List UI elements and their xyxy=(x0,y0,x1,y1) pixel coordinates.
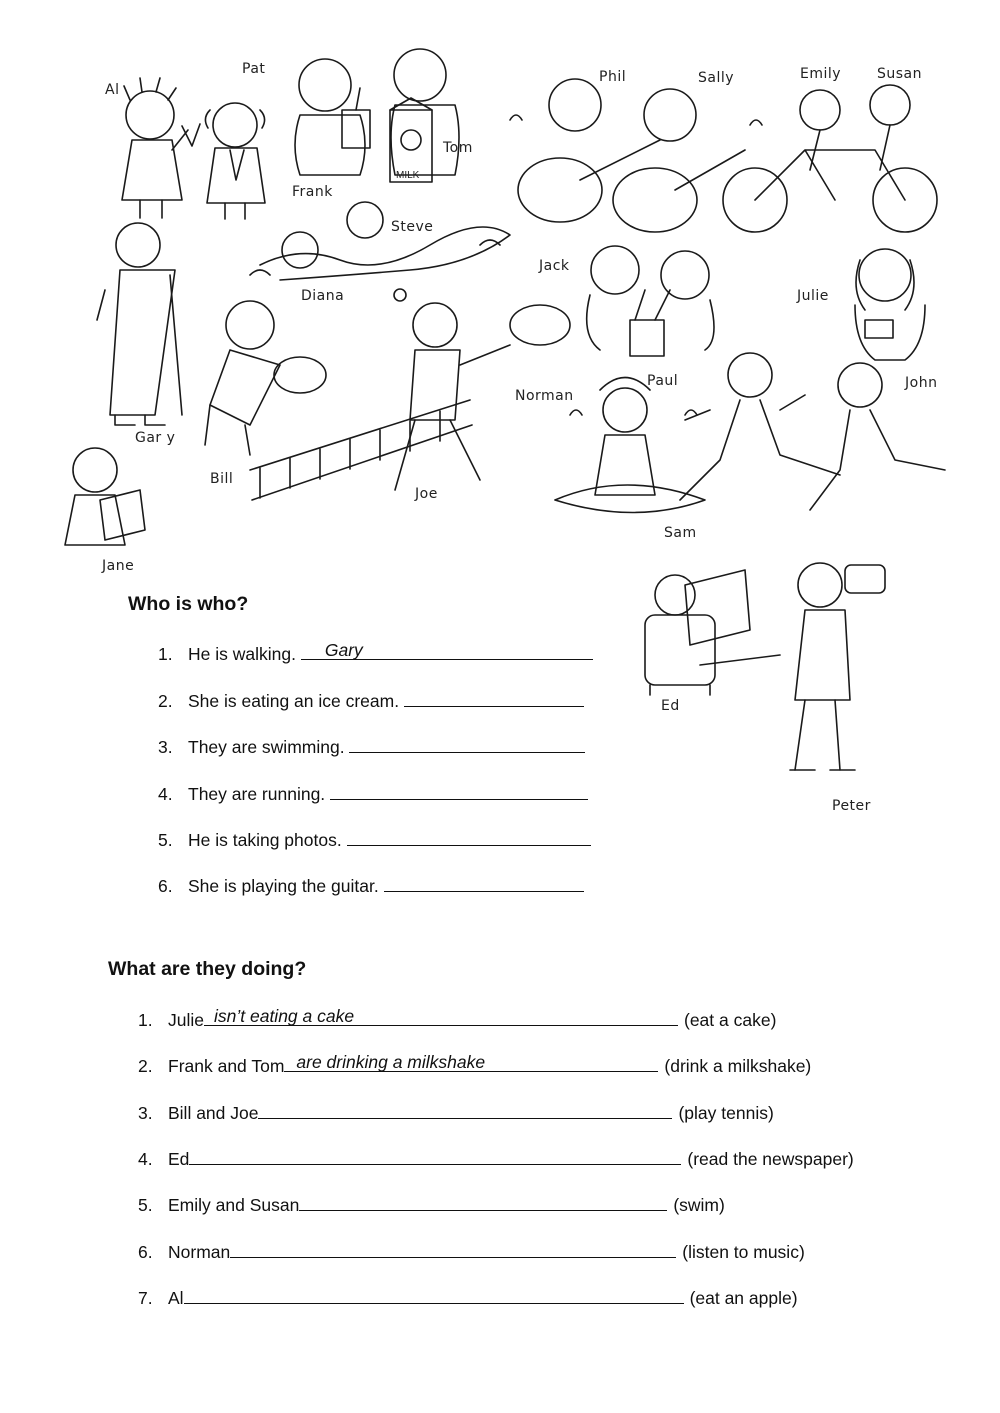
doing-item-5 xyxy=(138,1192,725,1216)
name-joe: Joe xyxy=(415,486,438,502)
item-number: 4. xyxy=(158,784,173,804)
name-gary: Gar y xyxy=(135,430,176,446)
name-diana: Diana xyxy=(301,288,345,304)
swimmers-figures xyxy=(250,202,510,280)
item-text: They are swimming. xyxy=(188,737,345,757)
julie-figure xyxy=(855,249,925,360)
doing-item-6 xyxy=(138,1239,805,1263)
answer-blank[interactable] xyxy=(258,1100,672,1119)
answer-blank[interactable] xyxy=(349,734,585,753)
answer-text: isn’t eating a cake xyxy=(214,1006,355,1026)
frank-figure xyxy=(295,59,370,175)
item-hint: (listen to music) xyxy=(682,1242,805,1262)
item-text: She is playing the guitar. xyxy=(188,876,379,896)
tennis-net xyxy=(250,400,472,500)
ed-figure xyxy=(645,570,780,695)
doing-item-4 xyxy=(138,1146,854,1170)
item-subject: Al xyxy=(168,1288,184,1308)
name-emily: Emily xyxy=(800,66,842,82)
section2-title: What are they doing? xyxy=(108,958,307,980)
name-ed: Ed xyxy=(661,698,680,714)
item-hint: (eat a cake) xyxy=(684,1010,777,1030)
item-number: 2. xyxy=(138,1056,153,1076)
name-tom: Tom xyxy=(443,140,473,156)
name-peter: Peter xyxy=(832,798,871,814)
item-number: 5. xyxy=(138,1195,153,1215)
item-subject: Frank and Tom xyxy=(168,1056,285,1076)
bill-figure xyxy=(205,301,326,455)
item-hint: (read the newspaper) xyxy=(687,1149,854,1169)
who-item-6 xyxy=(158,873,584,897)
name-jack: Jack xyxy=(539,258,570,274)
answer-blank[interactable] xyxy=(347,827,591,846)
norman-figure xyxy=(555,378,705,513)
item-hint: (play tennis) xyxy=(678,1103,774,1123)
answer-blank[interactable] xyxy=(330,781,588,800)
section1-title: Who is who? xyxy=(128,593,249,615)
item-number: 3. xyxy=(158,737,173,757)
item-subject: Ed xyxy=(168,1149,190,1169)
jack-paul-figures xyxy=(587,246,714,356)
name-phil: Phil xyxy=(599,69,627,85)
name-frank: Frank xyxy=(292,184,333,200)
who-item-3 xyxy=(158,734,585,758)
name-bill: Bill xyxy=(210,471,234,487)
item-text: He is walking. xyxy=(188,644,296,664)
jane-figure xyxy=(65,448,145,545)
answer-blank[interactable] xyxy=(299,1192,667,1211)
item-number: 2. xyxy=(158,691,173,711)
item-number: 6. xyxy=(158,876,173,896)
name-al: Al xyxy=(105,82,120,98)
gary-figure xyxy=(97,223,182,425)
item-text: He is taking photos. xyxy=(188,830,342,850)
item-number: 1. xyxy=(138,1010,153,1030)
name-paul: Paul xyxy=(647,373,679,389)
characters-illustration xyxy=(60,30,960,590)
item-hint: (eat an apple) xyxy=(689,1288,798,1308)
doing-item-2 xyxy=(138,1053,811,1077)
ed-peter-illustration xyxy=(630,555,900,825)
who-item-1 xyxy=(158,641,593,665)
answer-blank[interactable] xyxy=(404,688,584,707)
answer-blank[interactable] xyxy=(384,873,584,892)
doing-item-7 xyxy=(138,1285,798,1309)
pat-figure xyxy=(205,103,265,219)
milk-label: MILK xyxy=(396,170,420,181)
name-john: John xyxy=(905,375,938,391)
item-subject: Norman xyxy=(168,1242,231,1262)
item-subject: Bill and Joe xyxy=(168,1103,259,1123)
peter-figure xyxy=(790,563,885,770)
name-julie: Julie xyxy=(797,288,829,304)
answer-blank[interactable] xyxy=(204,1007,678,1026)
item-hint: (swim) xyxy=(673,1195,725,1215)
item-number: 7. xyxy=(138,1288,153,1308)
emily-susan-figures xyxy=(723,85,937,232)
who-item-4 xyxy=(158,781,588,805)
item-number: 5. xyxy=(158,830,173,850)
doing-item-1 xyxy=(138,1007,776,1031)
name-norman: Norman xyxy=(515,388,574,404)
name-pat: Pat xyxy=(242,61,266,77)
item-number: 1. xyxy=(158,644,173,664)
answer-blank[interactable] xyxy=(284,1053,658,1072)
item-text: They are running. xyxy=(188,784,326,804)
answer-text: are drinking a milkshake xyxy=(296,1052,486,1072)
item-number: 6. xyxy=(138,1242,153,1262)
al-figure xyxy=(122,78,200,218)
item-number: 3. xyxy=(138,1103,153,1123)
who-item-2 xyxy=(158,688,584,712)
doing-item-3 xyxy=(138,1100,774,1124)
name-sally: Sally xyxy=(698,70,735,86)
item-number: 4. xyxy=(138,1149,153,1169)
item-text: She is eating an ice cream. xyxy=(188,691,400,711)
who-item-5 xyxy=(158,827,591,851)
tom-figure xyxy=(390,49,459,182)
name-jane: Jane xyxy=(102,558,135,574)
answer-blank[interactable] xyxy=(184,1285,684,1304)
item-subject: Emily and Susan xyxy=(168,1195,300,1215)
name-steve: Steve xyxy=(391,219,434,235)
item-subject: Julie xyxy=(168,1010,204,1030)
answer-blank[interactable] xyxy=(189,1146,681,1165)
item-hint: (drink a milkshake) xyxy=(664,1056,812,1076)
name-susan: Susan xyxy=(877,66,923,82)
name-sam: Sam xyxy=(664,525,697,541)
answer-text: Gary xyxy=(324,640,363,660)
answer-blank[interactable] xyxy=(230,1239,676,1258)
answer-blank[interactable] xyxy=(301,641,593,660)
